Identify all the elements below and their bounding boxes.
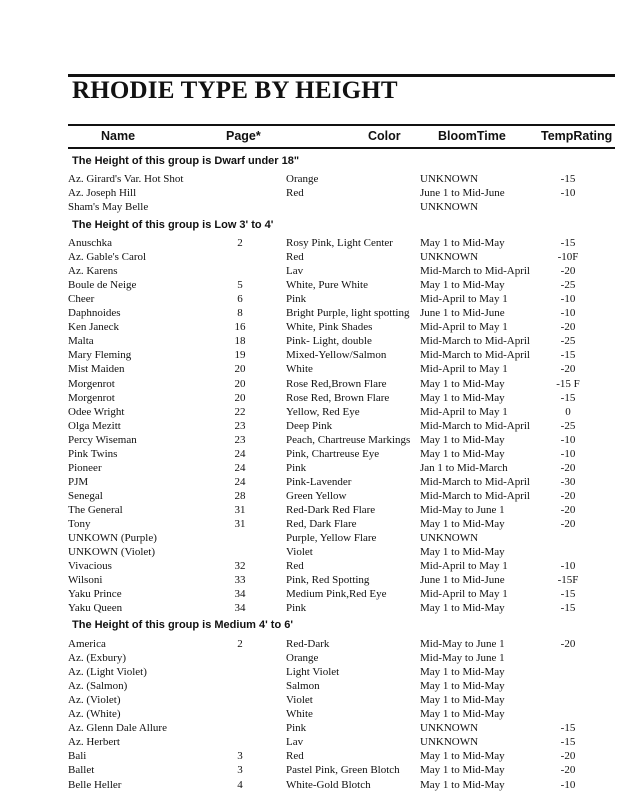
cell-page: 28 (234, 489, 246, 502)
cell-color: White-Gold Blotch (286, 778, 371, 791)
cell-temprating: -15 (560, 736, 576, 749)
cell-bloomtime: May 1 to Mid-May (420, 778, 505, 791)
table-row (0, 406, 634, 420)
cell-bloomtime: Mid-March to Mid-April (420, 475, 530, 488)
cell-temprating: -15 (560, 391, 576, 404)
cell-color: White (286, 363, 313, 376)
cell-bloomtime: June 1 to Mid-June (420, 187, 505, 200)
cell-name: Malta (68, 335, 94, 348)
table-row (0, 279, 634, 293)
cell-temprating: -15 (560, 173, 576, 185)
cell-color: Pink (286, 602, 307, 615)
cell-bloomtime: UNKNOWN (420, 532, 479, 545)
cell-name: Az. Glenn Dale Allure (68, 722, 167, 735)
cell-name: Morgenrot (68, 391, 115, 404)
cell-temprating: -20 (560, 461, 576, 474)
cell-name: Morgenrot (68, 377, 115, 390)
cell-temprating: 0 (565, 405, 571, 418)
table-row (0, 462, 634, 476)
cell-bloomtime: June 1 to Mid-June (420, 307, 505, 320)
cell-name: Senegal (68, 489, 103, 502)
table-row (0, 335, 634, 349)
cell-color: Violet (286, 546, 313, 559)
cell-color: Pink (286, 293, 307, 306)
cell-color: Yellow, Red Eye (286, 405, 360, 418)
table-row (0, 532, 634, 546)
cell-bloomtime: Mid-March to Mid-April (420, 335, 530, 348)
cell-temprating: -20 (560, 265, 576, 278)
cell-name: Wilsoni (68, 574, 103, 587)
cell-bloomtime: May 1 to Mid-May (420, 546, 505, 559)
table-row (0, 201, 634, 215)
cell-bloomtime: Mid-April to May 1 (420, 588, 508, 601)
cell-name: Pioneer (68, 461, 102, 474)
cell-color: Bright Purple, light spotting (286, 307, 410, 320)
cell-color: Red (286, 187, 304, 200)
cell-bloomtime: Mid-May to June 1 (420, 652, 505, 665)
cell-color: Pink- Light, double (286, 335, 372, 348)
table-row (0, 722, 634, 736)
cell-name: Az. Karens (68, 265, 118, 278)
cell-color: Red (286, 251, 304, 264)
cell-bloomtime: May 1 to Mid-May (420, 680, 505, 693)
cell-bloomtime: May 1 to Mid-May (420, 750, 505, 763)
column-header-bloomtime: BloomTime (438, 129, 506, 143)
cell-name: Az. Herbert (68, 736, 120, 749)
cell-bloomtime: UNKNOWN (420, 251, 479, 264)
cell-page: 24 (234, 461, 246, 474)
cell-name: UNKOWN (Violet) (68, 546, 156, 559)
cell-bloomtime: UNKNOWN (420, 736, 479, 749)
cell-color: Violet (286, 694, 313, 707)
cell-temprating: -20 (560, 750, 576, 763)
table-row (0, 764, 634, 778)
cell-name: Sham's May Belle (68, 201, 149, 214)
cell-bloomtime: Jan 1 to Mid-March (420, 461, 508, 474)
table-row (0, 602, 634, 616)
cell-page: 24 (234, 475, 246, 488)
cell-bloomtime: Mid-May to June 1 (420, 638, 505, 650)
table-row (0, 265, 634, 279)
cell-temprating: -10 (560, 187, 576, 200)
table-row (0, 750, 634, 764)
cell-temprating: -20 (560, 503, 576, 516)
cell-name: Belle Heller (68, 778, 122, 791)
table-row (0, 251, 634, 265)
table-row (0, 652, 634, 666)
column-header-color: Color (368, 129, 401, 143)
table-row (0, 392, 634, 406)
cell-name: Cheer (68, 293, 95, 306)
table-row (0, 518, 634, 532)
cell-temprating: -20 (560, 321, 576, 334)
table-row (0, 708, 634, 722)
cell-page: 23 (234, 433, 246, 446)
cell-bloomtime: June 1 to Mid-June (420, 574, 505, 587)
cell-page: 8 (237, 307, 243, 320)
cell-name: Bali (68, 750, 87, 763)
cell-name: Az. (Exbury) (68, 652, 127, 665)
cell-name: Az. (Light Violet) (68, 666, 147, 679)
cell-name: Tony (68, 518, 91, 530)
cell-page: 16 (234, 321, 246, 334)
cell-color: White, Pure White (286, 279, 368, 292)
table-row (0, 560, 634, 574)
cell-page: 20 (234, 377, 246, 390)
cell-name: Az. Joseph Hill (68, 187, 137, 200)
table-row (0, 736, 634, 750)
cell-page: 22 (234, 405, 246, 418)
cell-temprating: -10 (560, 433, 576, 446)
table-row (0, 779, 634, 793)
cell-color: Pink (286, 461, 307, 474)
cell-color: Salmon (286, 680, 320, 693)
header-bottom-rule (68, 147, 615, 149)
page-title: RHODIE TYPE BY HEIGHT (72, 77, 398, 104)
cell-color: Mixed-Yellow/Salmon (286, 349, 387, 362)
cell-name: Olga Mezitt (68, 419, 121, 432)
table-row (0, 490, 634, 504)
cell-bloomtime: May 1 to Mid-May (420, 602, 505, 615)
table-row (0, 420, 634, 434)
cell-color: Rosy Pink, Light Center (286, 237, 393, 249)
cell-color: White, Pink Shades (286, 321, 373, 334)
cell-page: 31 (234, 503, 246, 516)
cell-temprating: -15 (560, 722, 576, 735)
cell-bloomtime: May 1 to Mid-May (420, 764, 505, 777)
cell-bloomtime: May 1 to Mid-May (420, 433, 505, 446)
cell-temprating: -20 (560, 638, 576, 650)
cell-color: Orange (286, 652, 319, 665)
cell-name: Percy Wiseman (68, 433, 137, 446)
cell-temprating: -10 (560, 307, 576, 320)
group-heading: The Height of this group is Dwarf under 18" (72, 155, 300, 167)
cell-page: 32 (234, 560, 246, 573)
cell-color: Red, Dark Flare (286, 518, 357, 530)
cell-bloomtime: May 1 to Mid-May (420, 694, 505, 707)
cell-color: Lav (286, 265, 304, 278)
column-header-page: Page* (226, 129, 261, 143)
cell-temprating: -10 (560, 293, 576, 306)
cell-color: Medium Pink,Red Eye (286, 588, 387, 601)
cell-name: Pink Twins (68, 447, 118, 460)
cell-bloomtime: Mid-March to Mid-April (420, 419, 530, 432)
cell-bloomtime: Mid-April to May 1 (420, 405, 508, 418)
cell-page: 34 (234, 602, 246, 615)
table-row (0, 546, 634, 560)
cell-temprating: -10 (560, 560, 576, 573)
cell-temprating: -25 (560, 335, 576, 348)
cell-temprating: -15 F (556, 377, 580, 390)
cell-bloomtime: Mid-April to May 1 (420, 293, 508, 306)
cell-name: Az. Girard's Var. Hot Shot (68, 173, 184, 185)
cell-temprating: -15 (560, 588, 576, 601)
cell-color: Pastel Pink, Green Blotch (286, 764, 400, 777)
table-row (0, 349, 634, 363)
table-row (0, 293, 634, 307)
cell-color: White (286, 708, 313, 721)
cell-bloomtime: May 1 to Mid-May (420, 391, 505, 404)
cell-color: Pink (286, 722, 307, 735)
cell-name: Daphnoides (68, 307, 121, 320)
cell-temprating: -15 (560, 602, 576, 615)
cell-temprating: -10F (557, 251, 579, 264)
cell-name: Az. (White) (68, 708, 121, 721)
cell-name: Odee Wright (68, 405, 125, 418)
cell-name: Ballet (68, 764, 95, 777)
table-row (0, 448, 634, 462)
table-row (0, 434, 634, 448)
cell-page: 24 (234, 447, 246, 460)
cell-color: Purple, Yellow Flare (286, 532, 377, 545)
cell-bloomtime: Mid-March to Mid-April (420, 349, 530, 362)
cell-name: Az. Gable's Carol (68, 251, 147, 264)
cell-bloomtime: May 1 to Mid-May (420, 279, 505, 292)
cell-bloomtime: May 1 to Mid-May (420, 447, 505, 460)
cell-bloomtime: May 1 to Mid-May (420, 708, 505, 721)
table-row (0, 187, 634, 201)
cell-bloomtime: UNKNOWN (420, 722, 479, 735)
cell-page: 4 (237, 778, 243, 791)
cell-page: 2 (237, 638, 243, 650)
cell-bloomtime: UNKNOWN (420, 201, 479, 214)
table-row (0, 680, 634, 694)
cell-bloomtime: Mid-April to May 1 (420, 560, 508, 573)
cell-temprating: -15 (560, 237, 576, 249)
cell-bloomtime: May 1 to Mid-May (420, 237, 505, 249)
table-row (0, 504, 634, 518)
cell-name: Boule de Neige (68, 279, 137, 292)
cell-temprating: -15 (560, 349, 576, 362)
cell-color: Lav (286, 736, 304, 749)
cell-page: 31 (234, 518, 246, 530)
cell-name: Mary Fleming (68, 349, 132, 362)
cell-name: UNKOWN (Purple) (68, 532, 157, 545)
table-row (0, 638, 634, 652)
table-row (0, 378, 634, 392)
cell-page: 34 (234, 588, 246, 601)
cell-color: Rose Red, Brown Flare (286, 391, 390, 404)
cell-bloomtime: UNKNOWN (420, 173, 479, 185)
cell-bloomtime: May 1 to Mid-May (420, 377, 505, 390)
cell-name: America (68, 638, 106, 650)
header-top-rule (68, 124, 615, 126)
cell-page: 20 (234, 391, 246, 404)
cell-page: 6 (237, 293, 243, 306)
cell-bloomtime: Mid-March to Mid-April (420, 265, 530, 278)
cell-color: Orange (286, 173, 319, 185)
cell-bloomtime: Mid-April to May 1 (420, 363, 508, 376)
table-row (0, 321, 634, 335)
cell-color: Red (286, 750, 304, 763)
cell-page: 33 (234, 574, 246, 587)
group-heading: The Height of this group is Medium 4' to 6' (72, 619, 293, 631)
table-row (0, 666, 634, 680)
cell-name: Yaku Queen (68, 602, 123, 615)
cell-page: 19 (234, 349, 246, 362)
cell-color: Rose Red,Brown Flare (286, 377, 387, 390)
cell-color: Deep Pink (286, 419, 333, 432)
cell-color: Red (286, 560, 304, 573)
cell-bloomtime: May 1 to Mid-May (420, 518, 505, 530)
table-row (0, 476, 634, 490)
cell-page: 20 (234, 363, 246, 376)
cell-temprating: -20 (560, 518, 576, 530)
cell-page: 3 (237, 750, 243, 763)
cell-color: Light Violet (286, 666, 340, 679)
cell-temprating: -20 (560, 489, 576, 502)
cell-page: 23 (234, 419, 246, 432)
cell-temprating: -15F (557, 574, 579, 587)
cell-name: PJM (68, 475, 89, 488)
cell-page: 2 (237, 237, 243, 249)
cell-bloomtime: Mid-March to Mid-April (420, 489, 530, 502)
cell-name: Anuschka (68, 237, 112, 249)
cell-color: Pink, Chartreuse Eye (286, 447, 380, 460)
column-header-name: Name (101, 129, 136, 143)
cell-color: Red-Dark Red Flare (286, 503, 376, 516)
cell-name: Az. (Salmon) (68, 680, 128, 693)
cell-temprating: -20 (560, 363, 576, 376)
cell-temprating: -25 (560, 419, 576, 432)
cell-color: Green Yellow (286, 489, 347, 502)
cell-color: Pink, Red Spotting (286, 574, 370, 587)
group-heading: The Height of this group is Low 3' to 4' (72, 219, 274, 231)
cell-name: Mist Maiden (68, 363, 125, 376)
cell-page: 5 (237, 279, 243, 292)
cell-name: The General (68, 503, 123, 516)
cell-temprating: -20 (560, 764, 576, 777)
cell-name: Yaku Prince (68, 588, 122, 601)
table-row (0, 694, 634, 708)
table-row (0, 588, 634, 602)
table-row (0, 307, 634, 321)
table-row (0, 173, 634, 187)
table-row (0, 574, 634, 588)
cell-page: 18 (234, 335, 246, 348)
cell-color: Red-Dark (286, 638, 330, 650)
cell-name: Az. (Violet) (68, 694, 121, 707)
cell-color: Pink-Lavender (286, 475, 352, 488)
cell-temprating: -25 (560, 279, 576, 292)
cell-name: Ken Janeck (68, 321, 120, 334)
table-row (0, 363, 634, 377)
cell-bloomtime: Mid-May to June 1 (420, 503, 505, 516)
cell-temprating: -10 (560, 778, 576, 791)
cell-bloomtime: May 1 to Mid-May (420, 666, 505, 679)
table-row (0, 237, 634, 251)
column-header-temprating: TempRating (541, 129, 613, 143)
cell-name: Vivacious (68, 560, 112, 573)
cell-temprating: -10 (560, 447, 576, 460)
cell-bloomtime: Mid-April to May 1 (420, 321, 508, 334)
cell-page: 3 (237, 764, 243, 777)
cell-temprating: -30 (560, 475, 576, 488)
cell-color: Peach, Chartreuse Markings (286, 433, 411, 446)
